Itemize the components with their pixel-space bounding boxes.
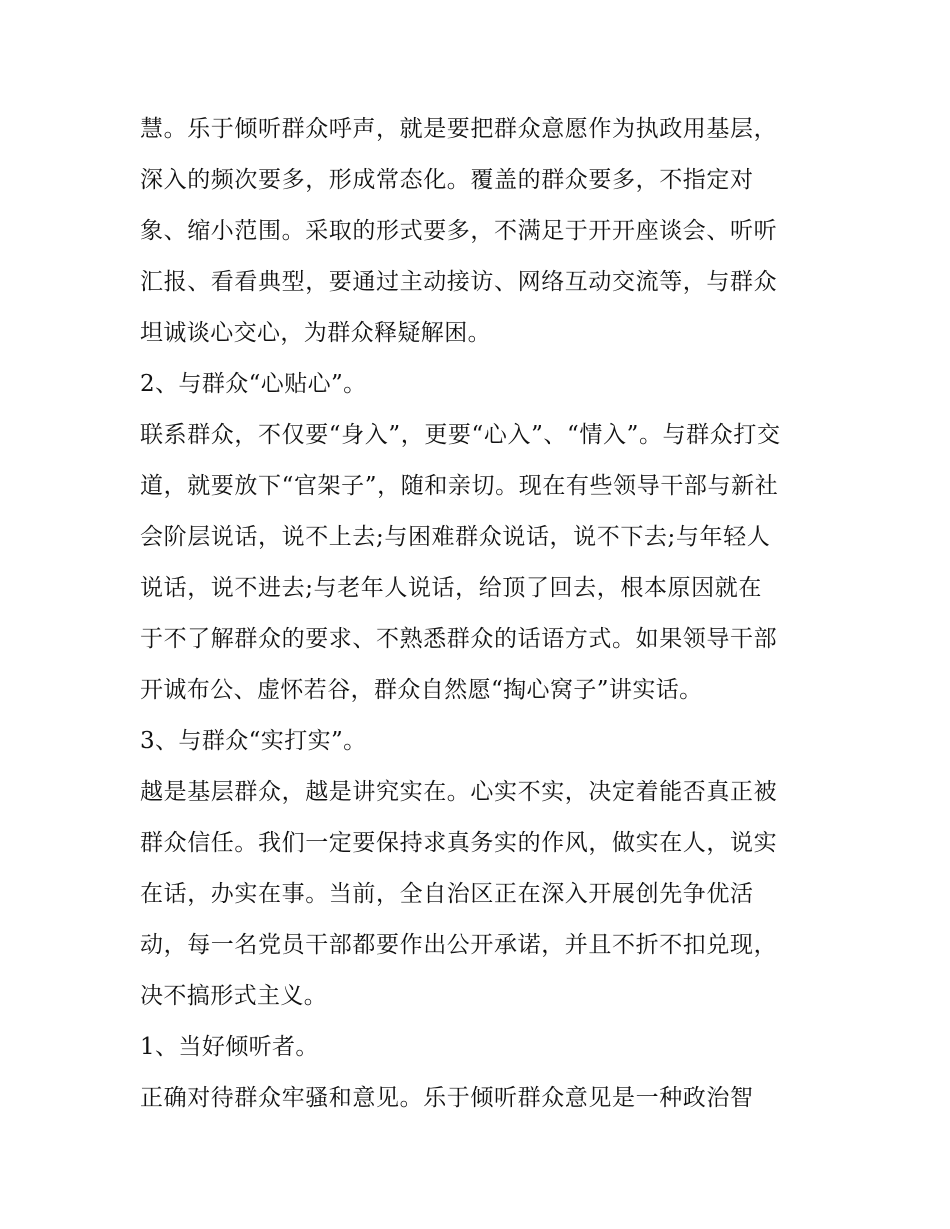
text-line: 坦诚谈心交心，为群众释疑解困。 bbox=[140, 320, 491, 346]
text-line: 开诚布公、虚怀若谷，群众自然愿“掏心窝子”讲实话。 bbox=[140, 677, 703, 703]
text-line: 于不了解群众的要求、不熟悉群众的话语方式。如果领导干部 bbox=[140, 626, 778, 652]
text-line: 正确对待群众牢骚和意见。乐于倾听群众意见是一种政治智 bbox=[140, 1085, 754, 1111]
section-heading: 3、与群众“实打实”。 bbox=[140, 728, 367, 754]
text-line: 说话，说不进去;与老年人说话，给顶了回去，根本原因就在 bbox=[140, 575, 762, 601]
section-heading: 2、与群众“心贴心”。 bbox=[140, 371, 367, 397]
text-line: 群众信任。我们一定要保持求真务实的作风，做实在人，说实 bbox=[140, 830, 778, 856]
text-line: 象、缩小范围。采取的形式要多，不满足于开开座谈会、听听 bbox=[140, 218, 778, 244]
body-text bbox=[140, 104, 820, 1124]
text-line: 越是基层群众，越是讲究实在。心实不实，决定着能否真正被 bbox=[140, 779, 778, 805]
section-heading: 1、当好倾听者。 bbox=[140, 1034, 319, 1060]
text-line: 联系群众，不仅要“身入”，更要“心入”、“情入”。与群众打交 bbox=[140, 422, 781, 448]
text-line: 会阶层说话，说不上去;与困难群众说话，说不下去;与年轻人 bbox=[140, 524, 771, 550]
text-line: 道，就要放下“官架子”，随和亲切。现在有些领导干部与新社 bbox=[140, 473, 779, 499]
text-line: 慧。乐于倾听群众呼声，就是要把群众意愿作为执政用基层， bbox=[140, 116, 778, 142]
text-line: 决不搞形式主义。 bbox=[140, 983, 328, 1009]
text-line: 汇报、看看典型，要通过主动接访、网络互动交流等，与群众 bbox=[140, 269, 778, 295]
text-line: 深入的频次要多，形成常态化。覆盖的群众要多，不指定对 bbox=[140, 167, 754, 193]
text-line: 动，每一名党员干部都要作出公开承诺，并且不折不扣兑现， bbox=[140, 932, 778, 958]
text-line: 在话，办实在事。当前，全自治区正在深入开展创先争优活 bbox=[140, 881, 754, 907]
